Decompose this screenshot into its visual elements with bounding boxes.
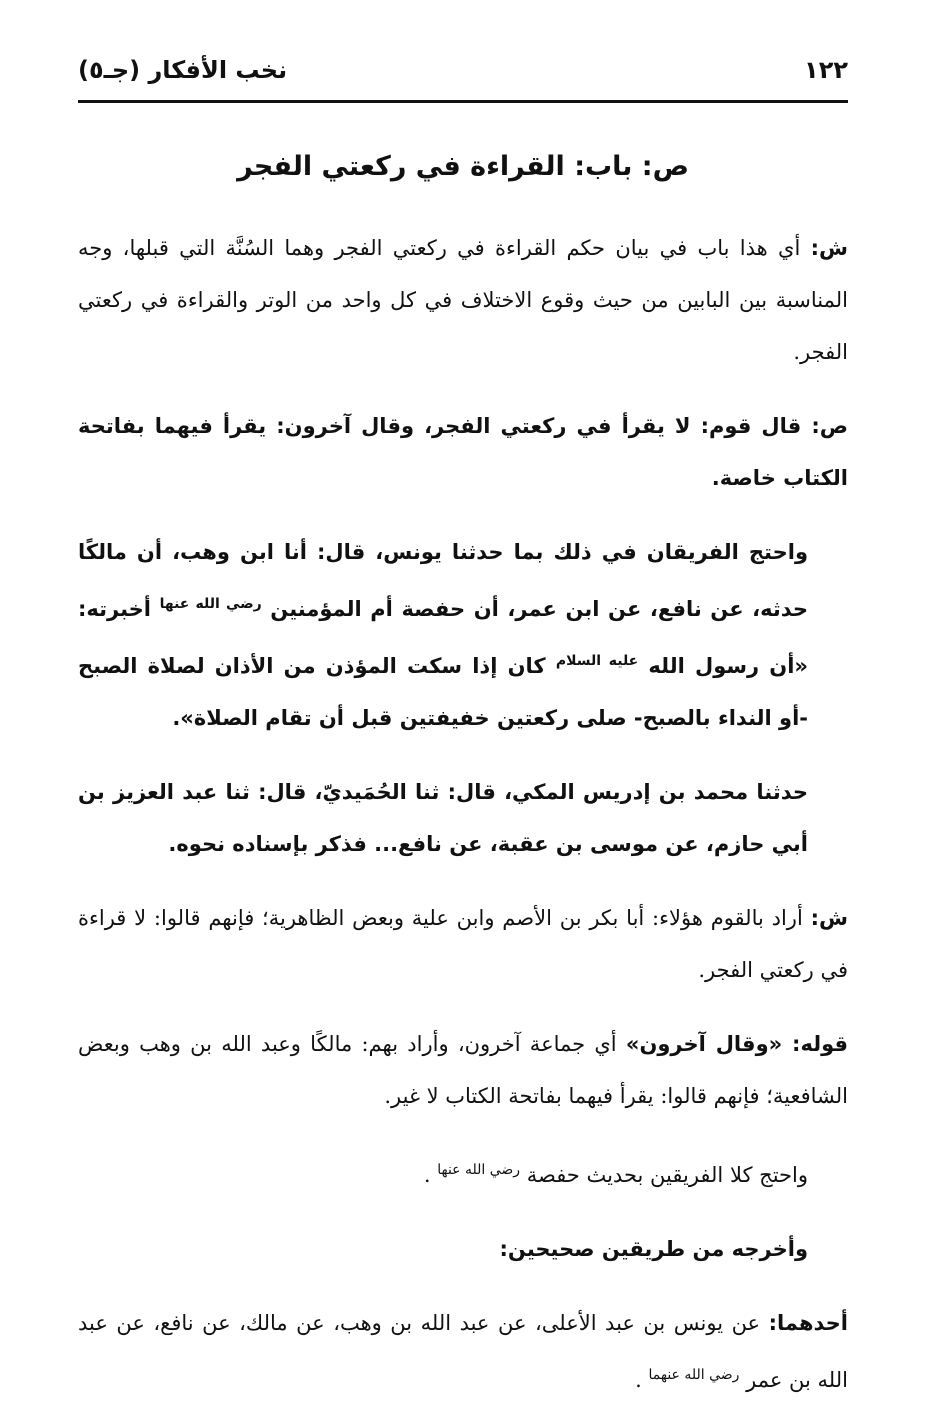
paragraph-text: كان إذا سكت المؤذن من الأذان لصلاة الصبح -أو النداء بالصبح- صلى ركعتين خفيفتين قبل أن تقام الصلاة».: [78, 654, 808, 730]
paragraph-text: أي هذا باب في بيان حكم القراءة في ركعتي الفجر وهما السُنَّة التي قبلها، وجه المناسبة بين البابين من حيث وقوع الاختلاف في كل واحد من الوتر والقراءة في ركعتي الفجر.: [78, 236, 848, 364]
paragraph-hadith: [78, 526, 848, 744]
paragraph-text: .: [423, 1163, 431, 1187]
paragraph-marker: أحدهما:: [768, 1311, 848, 1335]
paragraph-commentary-5: [78, 1297, 848, 1406]
paragraph-text: أي جماعة آخرون، وأراد بهم: مالكًا وعبد الله بن وهب وبعض الشافعية؛ فإنهم قالوا: يقرأ فيهما بفاتحة الكتاب لا غير.: [78, 1032, 848, 1108]
paragraph-commentary-4: [78, 1144, 848, 1201]
paragraph-text: أخبرته: «أن رسول الله: [78, 597, 808, 678]
paragraph-commentary-2: [78, 892, 848, 996]
paragraph-text: وأخرجه من طريقين صحيحين:: [499, 1237, 808, 1261]
paragraph-commentary-3: [78, 1018, 848, 1122]
honorific-glyph: رضي الله عنها: [437, 1162, 521, 1178]
paragraph-text: واحتج الفريقان في ذلك بما حدثنا يونس، قال: أنا ابن وهب، أن مالكًا حدثه، عن نافع، عن ابن عمر، أن حفصة أم المؤمنين: [78, 540, 809, 621]
paragraph-text: عن يونس بن عبد الأعلى، عن عبد الله بن وهب، عن مالك، عن نافع، عن عبد الله بن عمر: [78, 1311, 848, 1392]
paragraph-subheading: [78, 1223, 848, 1275]
book-title: نخب الأفكار (جـ٥): [78, 56, 288, 84]
paragraph-commentary-1: [78, 222, 848, 378]
honorific-glyph: عليه السلام: [555, 653, 639, 669]
paragraph-text: حدثنا محمد بن إدريس المكي، قال: ثنا الحُمَيديّ، قال: ثنا عبد العزيز بن أبي حازم، عن موسى بن عقبة، عن نافع... فذكر بإسناده نحوه.: [78, 780, 808, 856]
paragraph-text: قال قوم: لا يقرأ في ركعتي الفجر، وقال آخرون: يقرأ فيهما بفاتحة الكتاب خاصة.: [78, 414, 848, 490]
paragraph-text: واحتج كلا الفريقين بحديث حفصة: [526, 1163, 808, 1187]
running-head: [78, 56, 848, 96]
chapter-heading: ص: باب: القراءة في ركعتي الفجر: [237, 151, 689, 182]
page: [78, 56, 848, 1428]
honorific-glyph: رضي الله عنهما: [648, 1367, 740, 1383]
paragraph-text: .: [635, 1368, 642, 1392]
honorific-glyph: رضي الله عنها: [159, 596, 262, 612]
paragraph-marker: قوله: «وقال آخرون»: [625, 1032, 848, 1056]
paragraph-chain: [78, 766, 848, 870]
paragraph-source-1: [78, 400, 848, 504]
paragraph-marker: ش:: [810, 906, 848, 930]
header-rule: [78, 100, 848, 103]
page-number: ١٢٢: [804, 56, 848, 84]
paragraph-text: أراد بالقوم هؤلاء: أبا بكر بن الأصم وابن علية وبعض الظاهرية؛ فإنهم قالوا: لا قراءة في ركعتي الفجر.: [78, 906, 848, 982]
paragraph-marker: ص:: [811, 414, 849, 438]
paragraph-marker: ش:: [810, 236, 848, 260]
